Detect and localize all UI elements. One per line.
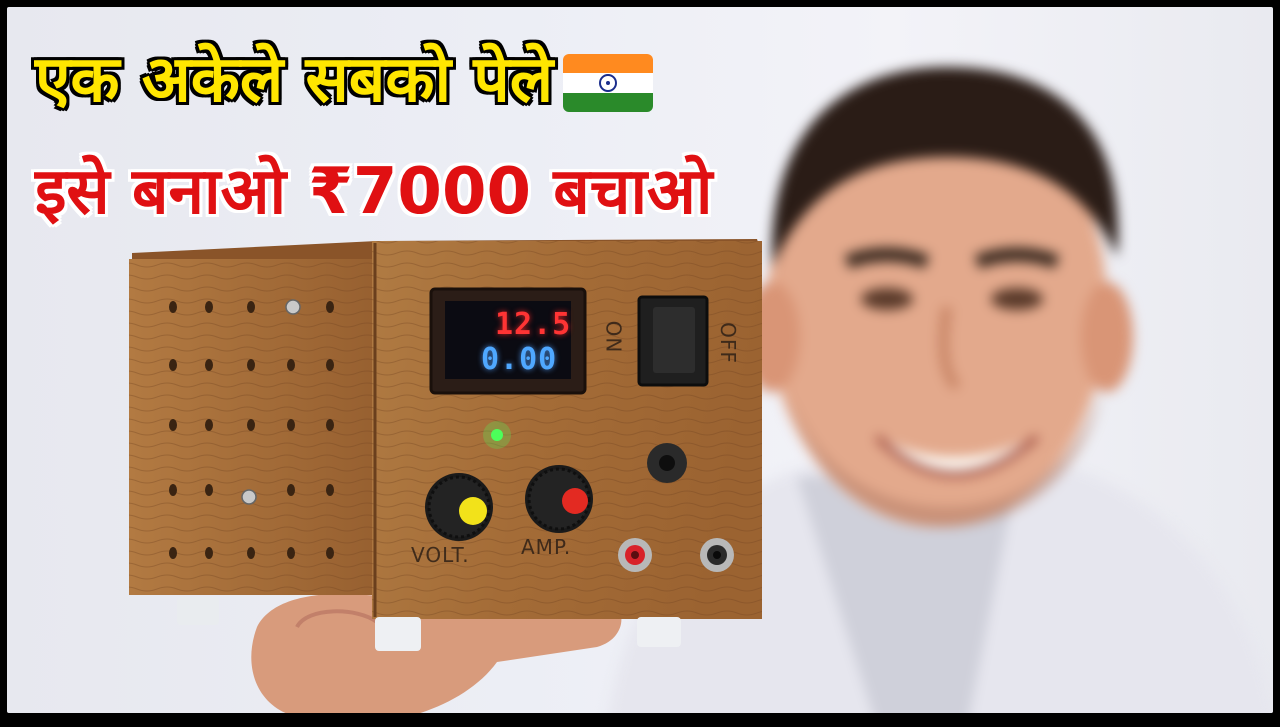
current-readout: 0.00 <box>481 342 558 377</box>
volt-knob-label: VOLT. <box>411 543 470 567</box>
amp-knob <box>525 465 593 533</box>
thumbnail-frame <box>7 7 1273 713</box>
switch-on-label: ON <box>601 320 626 354</box>
headline-line-2: इसे बनाओ ₹7000 बचाओ <box>35 155 713 229</box>
power-switch-rocker <box>653 307 695 373</box>
headline-line-1-text: एक अकेले सबको पेले <box>35 43 554 117</box>
foot <box>177 597 219 625</box>
foot <box>637 617 681 647</box>
foot <box>375 617 421 651</box>
headline-line-1 <box>35 33 653 120</box>
screw-icon <box>242 490 256 504</box>
voltage-readout: 12.5 <box>495 307 572 342</box>
screw-icon <box>286 300 300 314</box>
volt-knob <box>425 473 493 541</box>
red-terminal <box>618 538 652 572</box>
black-terminal <box>700 538 734 572</box>
indian-flag-icon <box>563 54 653 112</box>
amp-knob-label: AMP. <box>521 535 572 559</box>
wooden-power-supply <box>117 235 777 705</box>
switch-off-label: OFF <box>715 322 740 364</box>
